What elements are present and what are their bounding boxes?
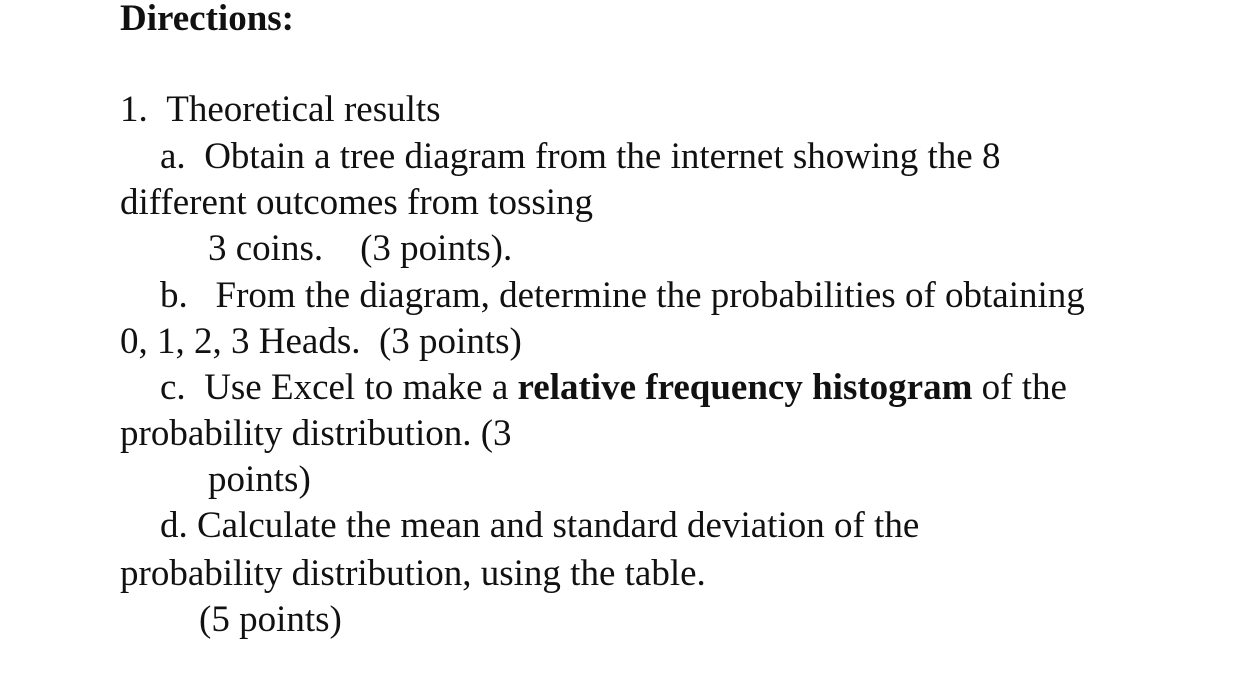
item-a-text-1: Obtain a tree diagram from the internet showing the 8: [204, 136, 1001, 177]
item-d-line-1: [160, 503, 919, 549]
item-a-line-1: [160, 134, 1000, 180]
item-a-letter: a.: [160, 136, 186, 177]
item-c-line-3: points): [208, 459, 311, 500]
item-b-letter: b.: [160, 275, 188, 316]
item-a-line-2: different outcomes from tossing: [120, 182, 594, 223]
item-d-line-3: (5 points): [199, 599, 342, 640]
item-d-line-2: probability distribution, using the table.: [120, 553, 706, 594]
item-b-line-2: 0, 1, 2, 3 Heads. (3 points): [120, 321, 522, 362]
item-a-line-3: 3 coins. (3 points).: [208, 228, 513, 269]
item-b-text-1: From the diagram, determine the probabilities of obtaining: [215, 275, 1085, 316]
item-c-text-pre: Use Excel to make a: [204, 367, 518, 408]
section-number: 1.: [120, 89, 148, 130]
item-d-text-1: Calculate the mean and standard deviation of the: [197, 505, 920, 546]
item-d-letter: d.: [160, 505, 188, 546]
item-c-text-bold: relative frequency histogram: [517, 367, 973, 408]
section-title: Theoretical results: [166, 89, 441, 130]
item-b-line-1: [160, 273, 1085, 319]
item-c-letter: c.: [160, 367, 186, 408]
item-c-line-1: [160, 365, 1067, 411]
directions-heading: Directions:: [120, 0, 294, 39]
item-c-line-2: probability distribution. (3: [120, 413, 512, 454]
item-c-text-post: of the: [972, 367, 1067, 408]
section-1-heading: [120, 87, 441, 133]
